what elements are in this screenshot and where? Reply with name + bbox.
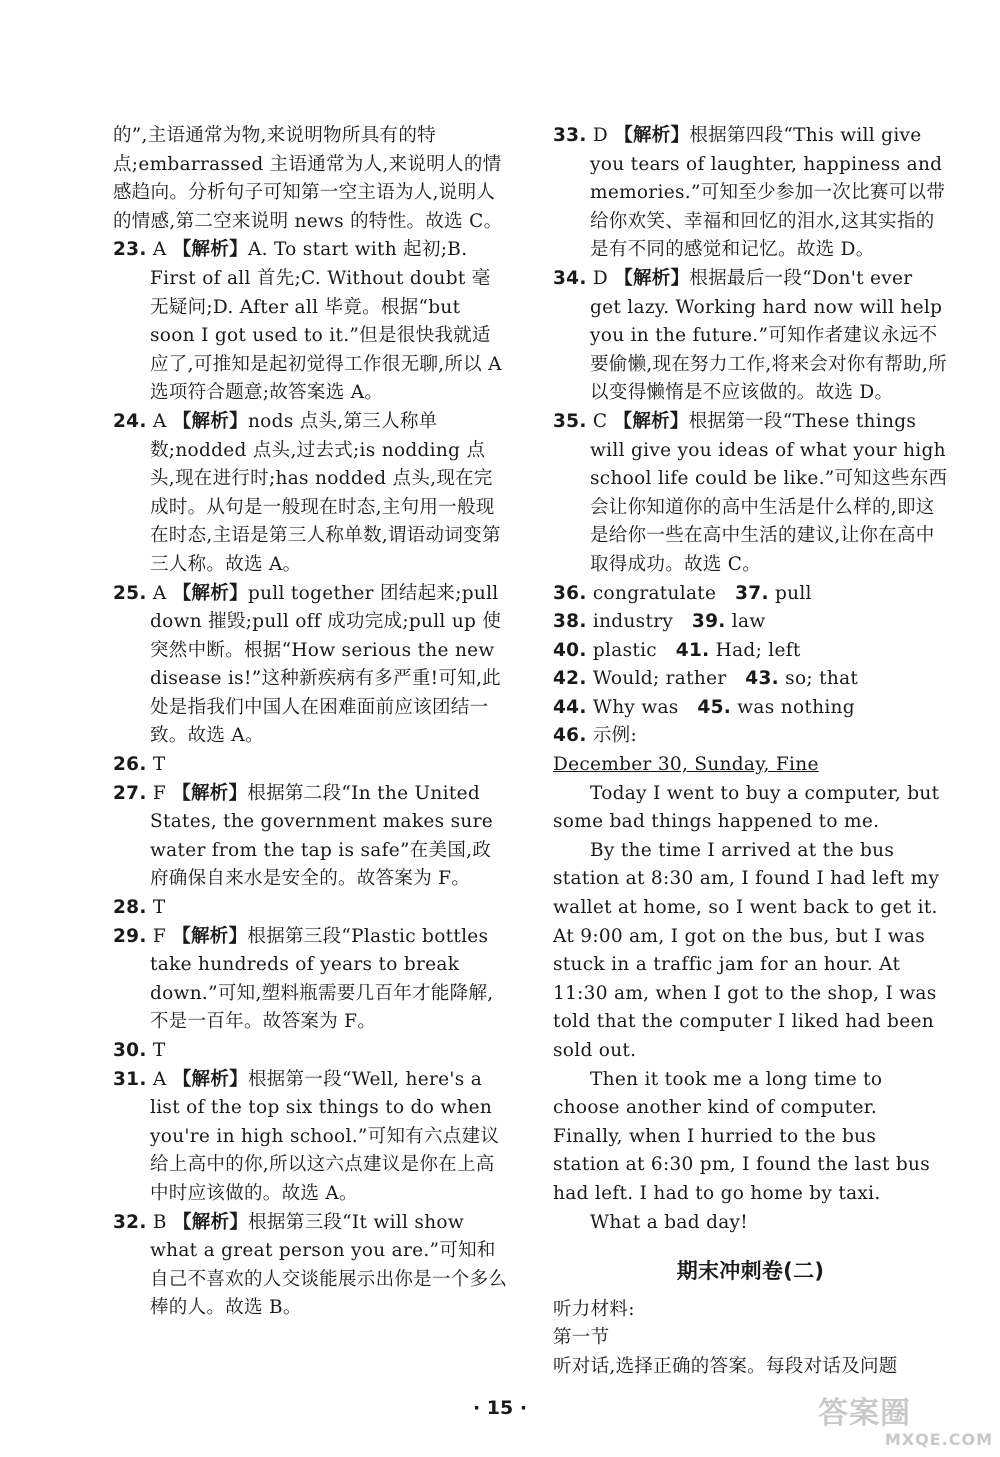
fill-answer-line — [553, 580, 948, 609]
analysis-tag: 【解析】 — [172, 239, 248, 261]
question-number: 39. — [691, 611, 726, 633]
answer-letter: T — [152, 1040, 166, 1061]
explanation-text: pull together 团结起来;pull down 摧毁;pull off 成功完成;pull up 使突然中断。根据“How serious the new disease is!”这种新疾病有多严重!可知,此处是指我们中国人在困难面前应该团结一致。故选 A。 — [150, 582, 502, 747]
question-number: 45. — [697, 696, 732, 718]
question-number: 41. — [675, 639, 710, 661]
analysis-tag: 【解析】 — [172, 925, 248, 947]
question-number: 44. — [553, 696, 587, 718]
answer-letter: D — [592, 125, 609, 146]
question-number: 26. — [113, 754, 147, 776]
answer-item — [113, 1066, 508, 1209]
answer-letter: C — [592, 410, 608, 432]
question-number: 38. — [553, 611, 587, 633]
answer-letter: F — [152, 782, 167, 804]
diary-paragraph: What a bad day! — [590, 1211, 749, 1233]
answer-item — [113, 1037, 508, 1066]
question-number: 29. — [113, 925, 147, 947]
diary-paragraph: By the time I arrived at the bus station at 8:30 am, I found I had left my wallet at home, so I went back to get it. At 9:00 am, I got on the bus, but I was stuck in a traffic jam for an hour. At 11:30 am, when I got to the shop, I was told that the computer I liked had been sold out. — [553, 839, 940, 1061]
answer-item — [113, 236, 508, 408]
answer-text: Would; rather — [592, 668, 727, 690]
answer-text: Had; left — [715, 639, 801, 661]
right-column — [553, 122, 948, 1382]
question-number: 23. — [113, 239, 147, 261]
watermark-logo — [818, 1398, 993, 1450]
answer-item — [113, 1209, 508, 1323]
watermark-logo-text: 答案圈 — [818, 1396, 911, 1431]
diary-paragraph: Then it took me a long time to choose another kind of computer. Finally, when I hurried to the bus station at 6:30 pm, I found the last bus had left. I had to go home by taxi. — [553, 1068, 931, 1204]
explanation-text: 根据第三段“It will show what a great person you are.”可知和自己不喜欢的人交谈能展示出你是一个多么棒的人。故选 B。 — [150, 1211, 508, 1319]
answer-letter: A — [152, 1068, 167, 1090]
explanation-text: 根据第四段“This will give you tears of laughter, happiness and memories.”可知至少参加一次比赛可以带给你欢笑、幸福和回忆的泪水,这其实指的是有不同的感觉和记忆。故选 D。 — [590, 125, 946, 261]
part-instruction: 听对话,选择正确的答案。每段对话及问题 — [553, 1355, 898, 1377]
answer-letter: T — [152, 754, 166, 776]
answer-item — [113, 408, 508, 580]
analysis-tag: 【解析】 — [172, 410, 248, 432]
question-number: 37. — [735, 582, 769, 604]
left-answer-list — [113, 236, 508, 1323]
question-number: 24. — [113, 410, 147, 432]
question-number: 42. — [553, 668, 587, 690]
part-label: 第一节 — [553, 1327, 610, 1349]
answer-text: plastic — [592, 639, 657, 661]
answer-text: pull — [774, 582, 812, 604]
explanation-text: 根据最后一段“Don't ever get lazy. Working hard now will help you in the future.”可知作者建议永远不要偷懒,现在努力工作,将来会对你有帮助,所以变得懒惰是不应该做的。故选 D。 — [590, 267, 947, 404]
diary-body — [553, 780, 948, 1238]
explanation-text: 根据第一段“These things will give you ideas of what your high school life could be like.”可知这些东西会让你知道你的高中生活是什么样的,即这是给你一些在高中生活的建议,让你在高中取得成功。故选 C。 — [590, 410, 948, 575]
fill-in-answers — [553, 580, 948, 723]
q46-label: 示例: — [592, 725, 638, 747]
answer-text: congratulate — [592, 582, 717, 604]
question-number: 27. — [113, 782, 147, 804]
analysis-tag: 【解析】 — [614, 125, 690, 146]
question-number: 43. — [745, 668, 779, 690]
answer-text: industry — [592, 611, 674, 633]
q46-number: 46. — [553, 725, 587, 747]
answer-item — [553, 122, 948, 265]
fill-answer-line — [553, 637, 948, 666]
question-number: 30. — [113, 1040, 147, 1061]
analysis-tag: 【解析】 — [614, 267, 690, 289]
answer-letter: T — [152, 897, 166, 919]
analysis-tag: 【解析】 — [172, 1211, 249, 1233]
question-number: 34. — [553, 267, 587, 289]
left-column — [113, 122, 508, 1323]
question-number: 35. — [553, 410, 587, 432]
answer-item — [553, 265, 948, 408]
answer-text: Why was — [592, 696, 679, 718]
diary-paragraph: Today I went to buy a computer, but some bad things happened to me. — [553, 782, 940, 833]
watermark-site-text: MXQE.COM — [884, 1430, 993, 1449]
answer-text: was nothing — [737, 696, 855, 718]
analysis-tag: 【解析】 — [172, 582, 248, 604]
answer-letter: A — [152, 239, 167, 261]
question-number: 33. — [553, 125, 587, 146]
answer-letter: A — [152, 410, 167, 432]
explanation-text: nods 点头,第三人称单数;nodded 点头,过去式;is nodding 点头,现在进行时;has nodded 点头,现在完成时。从句是一般现在时态,主句用一般现在时态,主语是第三人称单数,谓语动词变第三人称。故选 A。 — [150, 410, 501, 575]
question-number: 36. — [553, 582, 587, 604]
explanation-text: A. To start with 起初;B. First of all 首先;C. Without doubt 毫无疑问;D. After all 毕竟。根据“but soon I got used to it.”但是很快我就适应了,可推知是起初觉得工作很无聊,所以 A 选项符合题意;故答案选 A。 — [150, 239, 502, 404]
answer-letter: F — [152, 925, 167, 947]
answer-letter: A — [152, 582, 167, 604]
question-number: 31. — [113, 1068, 147, 1090]
question-number: 32. — [113, 1211, 147, 1233]
intro-paragraph: 的”,主语通常为物,来说明物所具有的特点;embarrassed 主语通常为人,来说明人的情感趋向。分析句子可知第一空主语为人,说明人的情感,第二空来说明 news 的特性。故选 C。 — [113, 125, 503, 232]
answer-item — [113, 894, 508, 923]
answer-text: so; that — [785, 668, 859, 690]
page-number: · 15 · — [472, 1397, 528, 1419]
answer-letter: B — [152, 1211, 167, 1233]
explanation-text: 根据第一段“Well, here's a list of the top six things to do when you're in high school.”可知有六点建议给上高中的你,所以这六点建议是你在上高中时应该做的。故选 A。 — [150, 1068, 500, 1204]
question-number: 28. — [113, 897, 147, 919]
analysis-tag: 【解析】 — [172, 782, 248, 804]
section-title: 期末冲刺卷(二) — [676, 1259, 825, 1284]
answer-item — [113, 751, 508, 780]
answer-item — [113, 580, 508, 752]
answer-item — [113, 780, 508, 894]
analysis-tag: 【解析】 — [613, 410, 689, 432]
explanation-text: 根据第三段“Plastic bottles take hundreds of years to break down.”可知,塑料瓶需要几百年才能降解,不是一百年。故答案为 F。 — [150, 925, 494, 1033]
fill-answer-line — [553, 608, 948, 637]
answer-letter: D — [592, 267, 609, 289]
fill-answer-line — [553, 694, 948, 723]
right-answer-list — [553, 122, 948, 580]
analysis-tag: 【解析】 — [172, 1068, 248, 1090]
answer-item — [113, 923, 508, 1037]
answer-item — [553, 408, 948, 580]
question-number: 40. — [553, 639, 587, 661]
fill-answer-line — [553, 665, 948, 694]
explanation-text: 根据第二段“In the United States, the government makes sure water from the tap is safe”在美国,政府确保自来水是安全的。故答案为 F。 — [150, 782, 494, 890]
diary-header: December 30, Sunday, Fine — [553, 754, 819, 776]
answer-text: law — [731, 611, 766, 633]
listening-label: 听力材料: — [553, 1298, 635, 1320]
q46-line — [553, 722, 948, 751]
question-number: 25. — [113, 582, 147, 604]
